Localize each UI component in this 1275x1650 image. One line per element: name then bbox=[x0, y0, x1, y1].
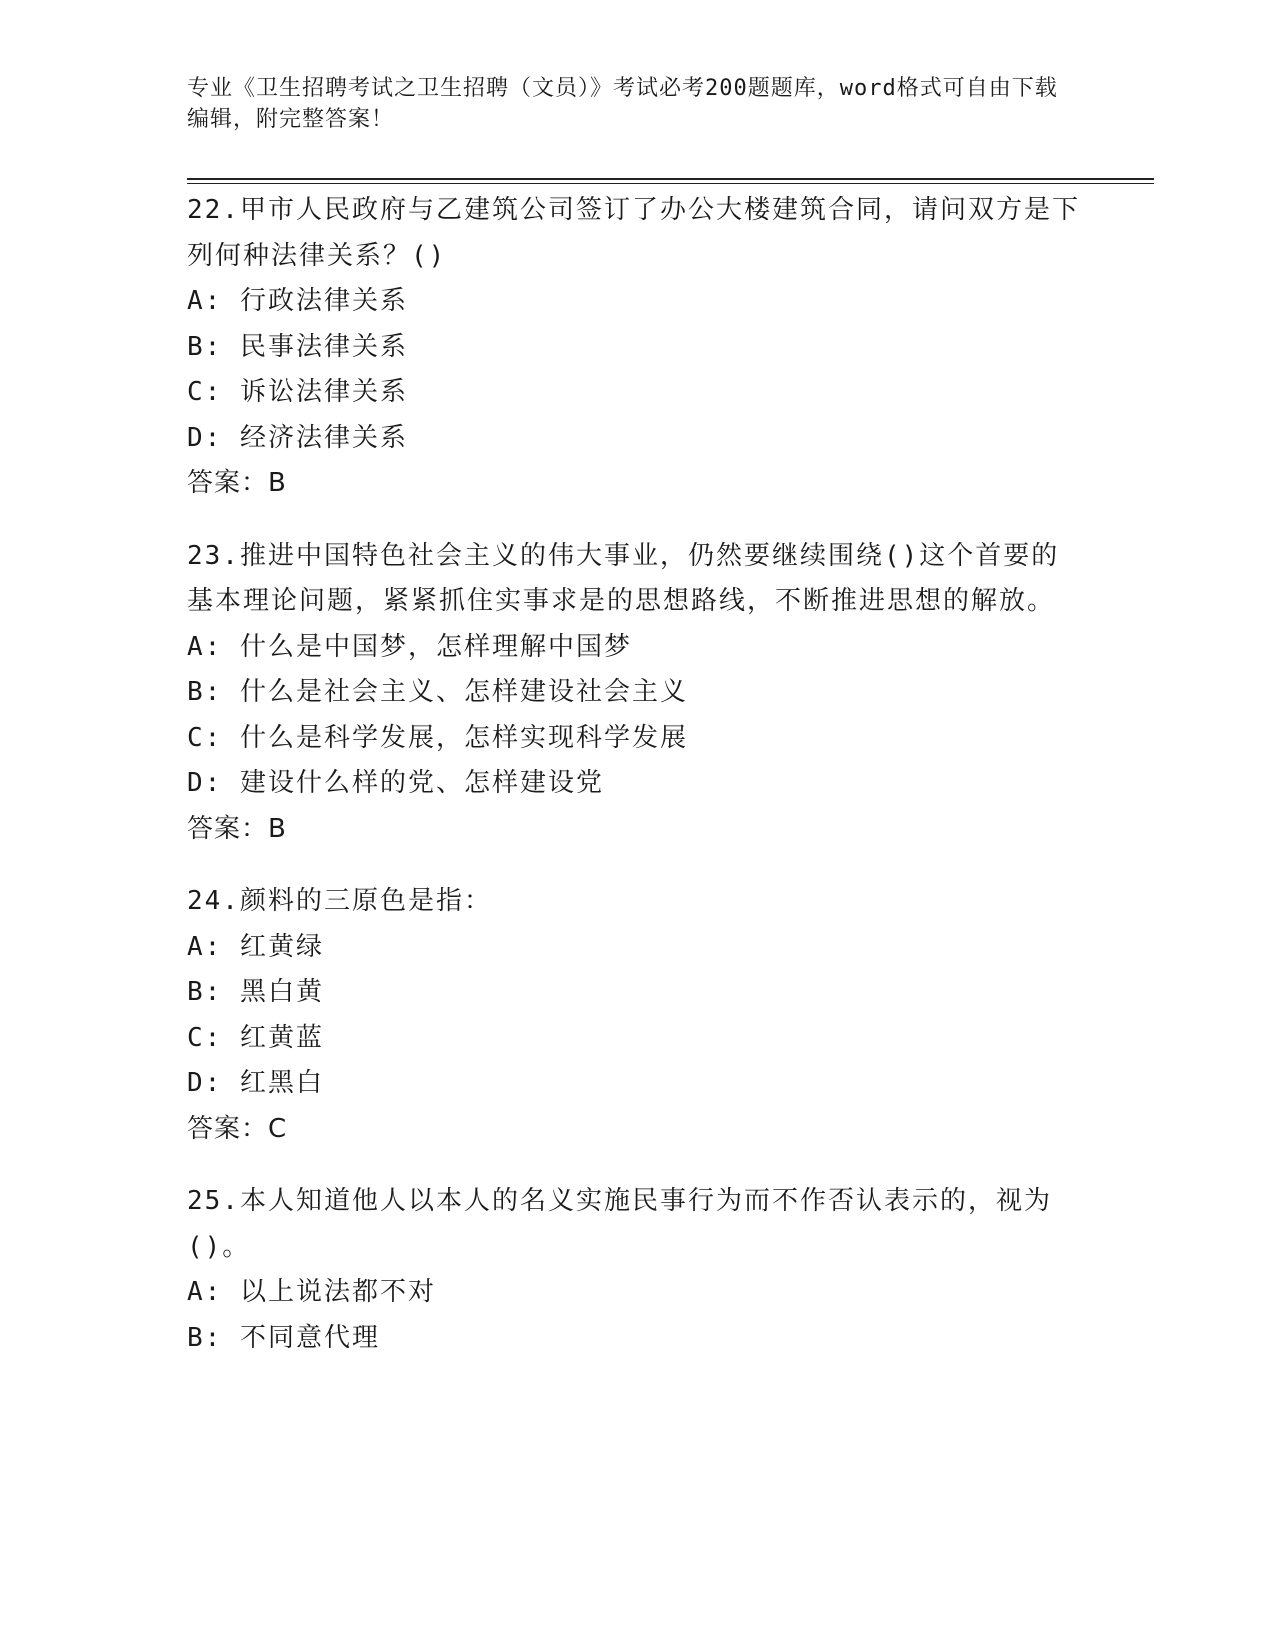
answer-line: 答案：B bbox=[187, 813, 287, 844]
question-stem: 22.甲市人民政府与乙建筑公司签订了办公大楼建筑合同，请问双方是下列何种法律关系？() bbox=[187, 195, 1080, 271]
question-stem: 24.颜料的三原色是指： bbox=[187, 886, 492, 916]
header-divider-thin bbox=[187, 183, 1154, 184]
answer-line: 答案：B bbox=[187, 468, 287, 498]
question-22 bbox=[187, 188, 1087, 507]
option-b: B: 什么是社会主义、怎样建设社会主义 bbox=[187, 677, 688, 707]
question-list bbox=[187, 188, 1087, 1388]
question-25 bbox=[187, 1179, 1087, 1361]
header-divider-thick bbox=[187, 178, 1154, 180]
option-c: C: 什么是科学发展，怎样实现科学发展 bbox=[187, 722, 688, 753]
option-b: B: 黑白黄 bbox=[187, 977, 324, 1007]
option-d: D: 红黑白 bbox=[187, 1068, 324, 1098]
option-c: C: 诉讼法律关系 bbox=[187, 377, 408, 407]
option-a: A: 以上说法都不对 bbox=[187, 1277, 436, 1307]
option-d: D: 经济法律关系 bbox=[187, 422, 408, 453]
question-stem: 25.本人知道他人以本人的名义实施民事行为而不作否认表示的，视为()。 bbox=[187, 1186, 1052, 1262]
option-a: A: 行政法律关系 bbox=[187, 286, 408, 316]
option-c: C: 红黄蓝 bbox=[187, 1022, 324, 1053]
question-stem: 23.推进中国特色社会主义的伟大事业，仍然要继续围绕()这个首要的基本理论问题，紧紧抓住实事求是的思想路线，不断推进思想的解放。 bbox=[187, 540, 1060, 616]
question-24 bbox=[187, 879, 1087, 1152]
option-a: A: 什么是中国梦，怎样理解中国梦 bbox=[187, 631, 632, 662]
option-b: B: 不同意代理 bbox=[187, 1322, 380, 1353]
document-header: 专业《卫生招聘考试之卫生招聘（文员）》考试必考200题题库，word格式可自由下载编辑，附完整答案！ bbox=[187, 76, 1058, 132]
option-d: D: 建设什么样的党、怎样建设党 bbox=[187, 768, 604, 798]
answer-line: 答案：C bbox=[187, 1113, 288, 1144]
option-b: B: 民事法律关系 bbox=[187, 331, 408, 362]
question-23 bbox=[187, 534, 1087, 853]
option-a: A: 红黄绿 bbox=[187, 931, 324, 962]
